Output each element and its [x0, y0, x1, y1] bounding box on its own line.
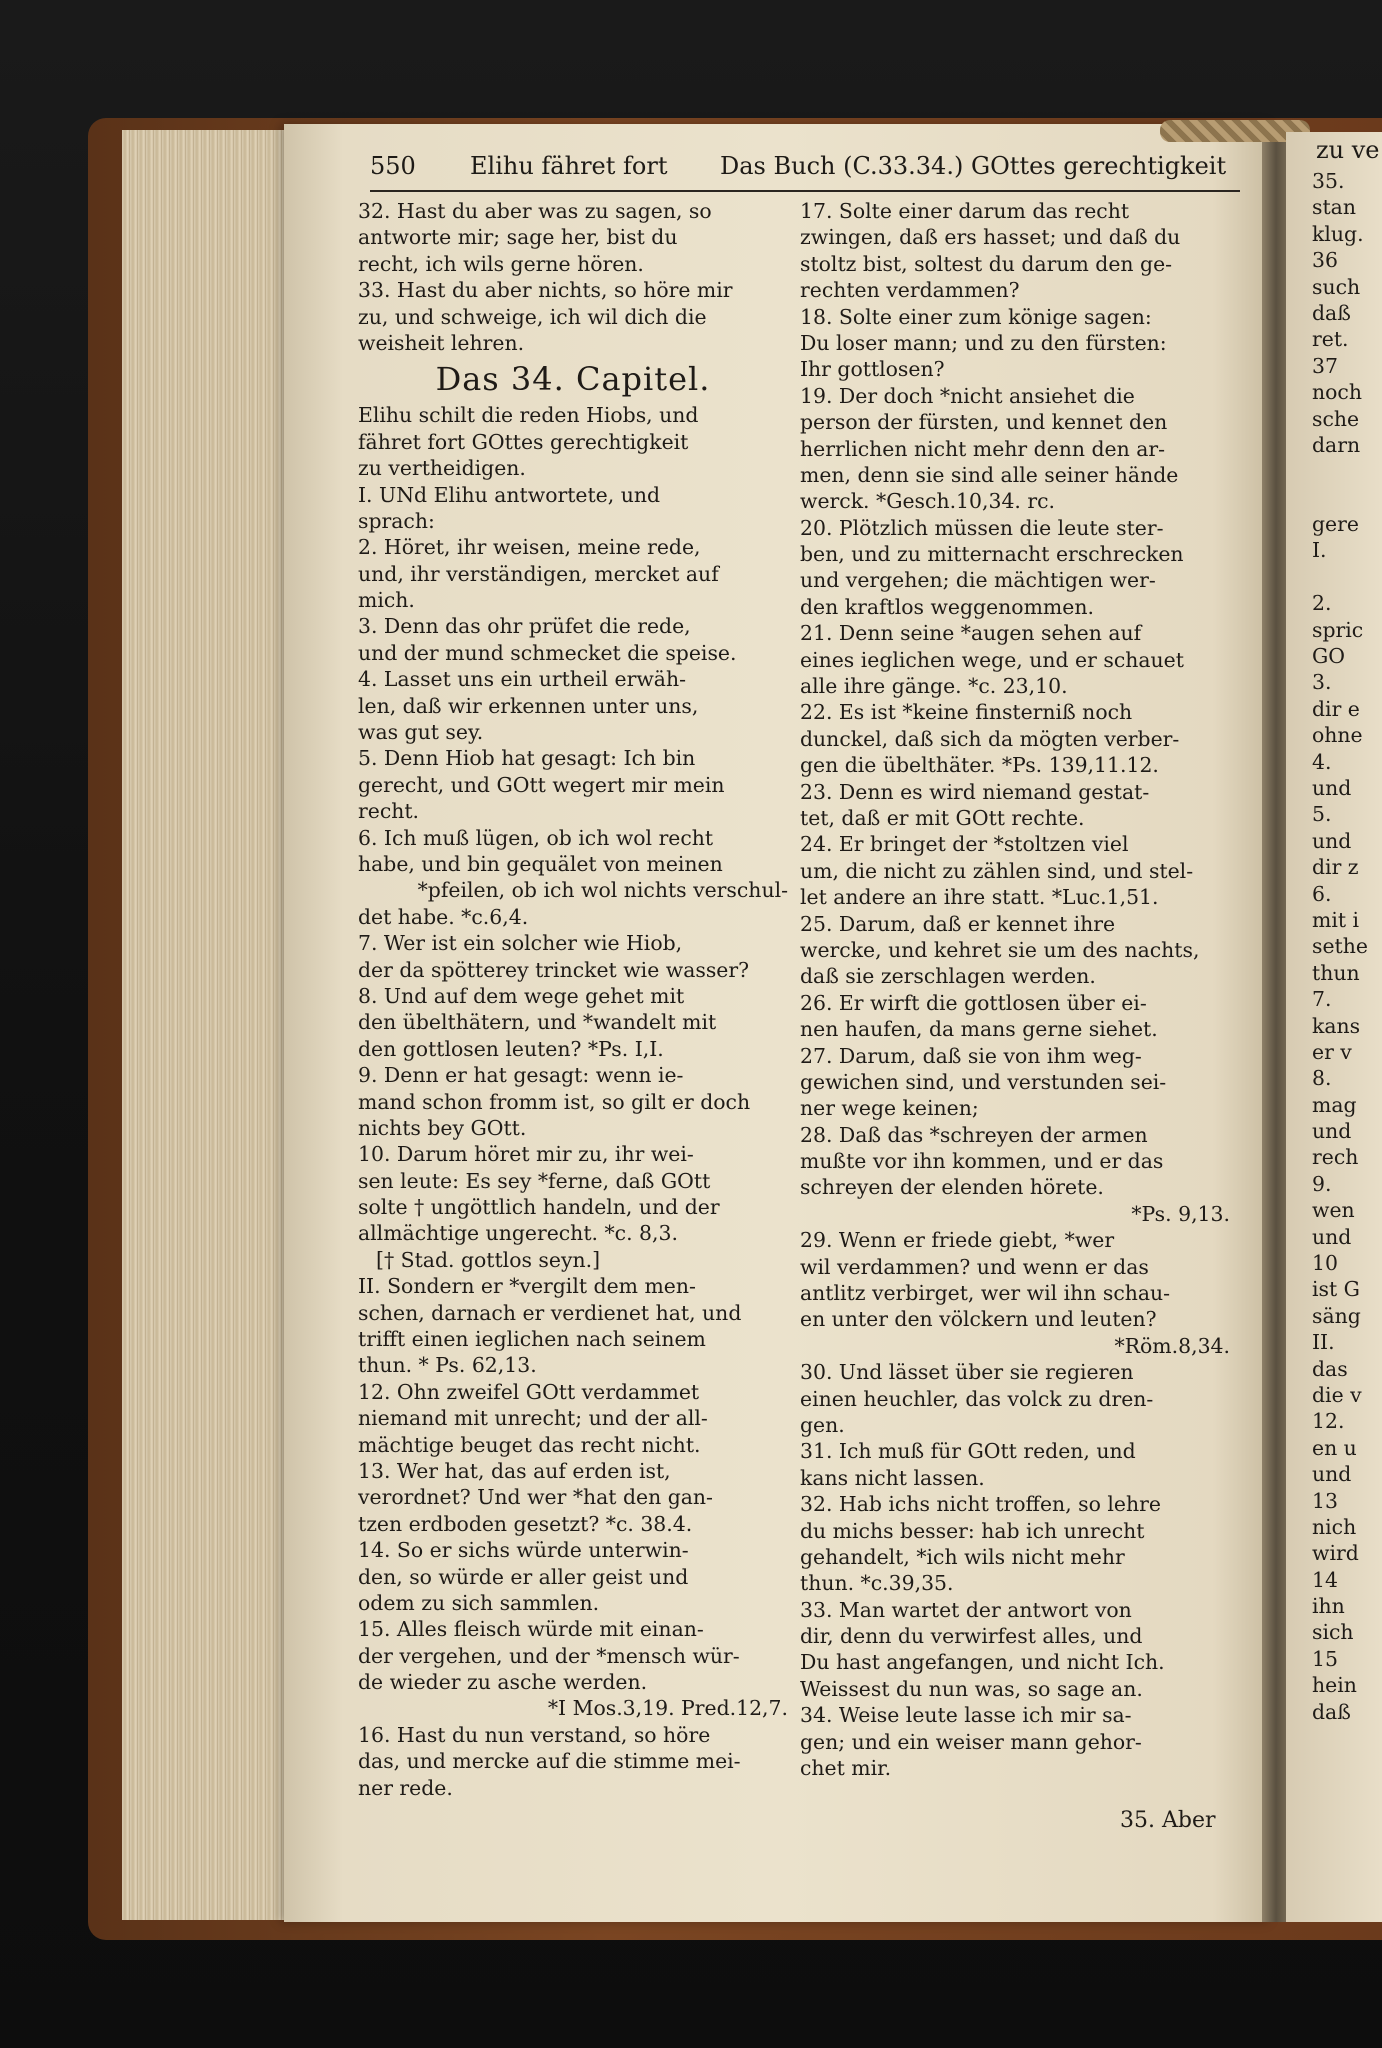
text-line: recht.	[358, 799, 420, 824]
next-page-line	[1286, 564, 1382, 590]
text-line: eines ieglichen wege, und er schauet	[800, 647, 1184, 672]
text-line: verordnet? Und wer *hat den gan-	[358, 1485, 713, 1510]
catchword: 35. Aber	[1120, 1808, 1216, 1833]
text-line: einen heuchler, das volck zu dren-	[800, 1386, 1154, 1411]
next-page-line: wird	[1312, 1541, 1359, 1566]
text-line: gen; und ein weiser mann gehor-	[800, 1729, 1142, 1754]
text-line: let andere an ihre statt. *Luc.1,51.	[800, 885, 1159, 910]
text-line: 21. Denn seine *augen sehen auf	[800, 621, 1142, 646]
text-line: tzen erdboden gesetzt? *c. 38.4.	[358, 1511, 693, 1536]
next-page-line: 37	[1312, 353, 1338, 378]
text-line: 3. Denn das ohr prüfet die rede,	[358, 614, 691, 639]
next-page-line: 8.	[1312, 1066, 1332, 1091]
text-line: 32. Hab ichs nicht troffen, so lehre	[800, 1492, 1161, 1517]
right-running-title: Das Buch (C.33.34.) GOttes gerechtigkeit	[720, 152, 1227, 180]
text-line: alle ihre gänge. *c. 23,10.	[800, 674, 1068, 699]
text-line: der da spötterey trincket wie wasser?	[358, 957, 750, 982]
text-line: 18. Solte einer zum könige sagen:	[800, 304, 1152, 329]
text-line: daß sie zerschlagen werden.	[800, 964, 1096, 989]
text-line: person der fürsten, und kennet den	[800, 410, 1168, 435]
text-line: fähret fort GOttes gerechtigkeit	[358, 429, 689, 454]
text-line: II. Sondern er *vergilt dem men-	[358, 1274, 696, 1299]
next-page-line: gere	[1312, 512, 1359, 537]
text-line: du michs besser: hab ich unrecht	[800, 1518, 1145, 1543]
text-line: mächtige beuget das recht nicht.	[358, 1432, 701, 1457]
text-line: allmächtige ungerecht. *c. 8,3.	[358, 1221, 678, 1246]
text-line: den kraftlos weggenommen.	[800, 594, 1094, 619]
text-line: 13. Wer hat, das auf erden ist,	[358, 1458, 671, 1483]
text-line: gewichen sind, und verstunden sei-	[800, 1069, 1167, 1094]
text-line: 30. Und lässet über sie regieren	[800, 1360, 1134, 1385]
next-page-line: 14	[1312, 1567, 1338, 1592]
text-line: 27. Darum, daß sie von ihm weg-	[800, 1043, 1142, 1068]
text-line: den, so würde er aller geist und	[358, 1564, 689, 1589]
text-line: mand schon fromm ist, so gilt er doch	[358, 1089, 751, 1114]
text-line: 17. Solte einer darum das recht	[800, 199, 1130, 223]
next-page-line: rech	[1312, 1145, 1359, 1170]
text-line: rechten verdammen?	[800, 278, 1020, 303]
text-line: schen, darnach er verdienet hat, und	[358, 1300, 742, 1325]
next-page-line: sche	[1312, 406, 1360, 431]
text-line: thun. *c.39,35.	[800, 1571, 954, 1596]
next-page-line: spric	[1312, 617, 1364, 642]
next-page-line: 10	[1312, 1251, 1338, 1276]
text-line: gen die übelthäter. *Ps. 139,11.12.	[800, 753, 1159, 778]
text-line: recht, ich wils gerne hören.	[358, 251, 644, 276]
next-page-line: sethe	[1312, 934, 1368, 959]
text-line: das, und mercke auf die stimme mei-	[358, 1749, 741, 1774]
text-line: sen leute: Es sey *ferne, daß GOtt	[358, 1168, 711, 1193]
next-page-line: hein	[1312, 1673, 1357, 1698]
text-line: Weissest du nun was, so sage an.	[800, 1676, 1143, 1701]
text-line: schreyen der elenden hörete.	[800, 1175, 1104, 1200]
text-line: 14. So er sichs würde unterwin-	[358, 1538, 689, 1563]
running-header	[370, 152, 1240, 188]
next-page-line: stan	[1312, 195, 1356, 220]
next-page-line: ret.	[1312, 327, 1349, 352]
next-page-line: 3.	[1312, 670, 1332, 695]
text-line: *pfeilen, ob ich wol nichts verschul-	[417, 878, 788, 903]
text-line: *Röm.8,34.	[1114, 1333, 1230, 1358]
next-page-line: wen	[1312, 1198, 1355, 1223]
next-page-line: 15	[1312, 1646, 1338, 1671]
text-line: 19. Der doch *nicht ansiehet die	[800, 383, 1135, 408]
next-page-line: säng	[1312, 1303, 1361, 1328]
next-page-line: er v	[1312, 1039, 1352, 1064]
text-line: 29. Wenn er friede giebt, *wer	[800, 1228, 1115, 1253]
header-rule	[370, 190, 1240, 192]
text-line: *I Mos.3,19. Pred.12,7.	[547, 1696, 788, 1721]
text-line: und der mund schmecket die speise.	[358, 640, 737, 665]
chapter-title: Das 34. Capitel.	[435, 360, 711, 399]
text-line: habe, und bin gequälet von meinen	[358, 851, 723, 876]
text-line: niemand mit unrecht; und der all-	[358, 1406, 708, 1431]
next-page-line: 9.	[1312, 1171, 1332, 1196]
text-line: 15. Alles fleisch würde mit einan-	[358, 1617, 704, 1642]
text-line: 12. Ohn zweifel GOtt verdammet	[358, 1379, 700, 1404]
next-page-line: daß	[1312, 300, 1351, 325]
text-line: chet mir.	[800, 1756, 892, 1781]
text-line: ner rede.	[358, 1775, 453, 1800]
text-line: der vergehen, und der *mensch wür-	[358, 1643, 740, 1668]
text-line: solte † ungöttlich handeln, und der	[358, 1195, 720, 1220]
page-number: 550	[370, 152, 416, 180]
next-page-line	[1286, 458, 1382, 484]
left-text-column	[358, 198, 788, 1801]
text-line: zwingen, daß ers hasset; und daß du	[800, 225, 1181, 250]
text-line: tet, daß er mit GOtt rechte.	[800, 805, 1085, 830]
text-line: thun. * Ps. 62,13.	[358, 1353, 537, 1378]
text-line: det habe. *c.6,4.	[358, 904, 529, 929]
next-page-line: noch	[1312, 380, 1362, 405]
text-line: 34. Weise leute lasse ich mir sa-	[800, 1703, 1132, 1728]
text-line: 2. Höret, ihr weisen, meine rede,	[358, 535, 701, 560]
text-line: 16. Hast du nun verstand, so höre	[358, 1722, 711, 1747]
next-page-line: 13	[1312, 1488, 1338, 1513]
next-page-line: mag	[1312, 1092, 1357, 1117]
text-line: was gut sey.	[358, 720, 484, 745]
text-line: Du hast angefangen, und nicht Ich.	[800, 1650, 1165, 1675]
next-page-line: GO	[1312, 644, 1346, 669]
next-page-line: 4.	[1312, 749, 1332, 774]
text-line: 33. Man wartet der antwort von	[800, 1597, 1132, 1622]
next-page-line: en u	[1312, 1435, 1357, 1460]
text-line: dir, denn du verwirfest alles, und	[800, 1624, 1143, 1649]
text-line: und vergehen; die mächtigen wer-	[800, 568, 1156, 593]
text-line: 23. Denn es wird niemand gestat-	[800, 779, 1150, 804]
next-page-line: daß	[1312, 1699, 1351, 1724]
text-line: weisheit lehren.	[358, 330, 525, 355]
text-line: de wieder zu asche werden.	[358, 1670, 648, 1695]
next-page-line: dir e	[1312, 696, 1360, 721]
text-line: 24. Er bringet der *stoltzen viel	[800, 832, 1129, 857]
text-line: Ihr gottlosen?	[800, 357, 945, 382]
text-line: len, daß wir erkennen unter uns,	[358, 693, 699, 718]
next-page-line: mit i	[1312, 907, 1360, 932]
next-page-line	[1286, 485, 1382, 511]
text-line: den übelthätern, und *wandelt mit	[358, 1010, 717, 1035]
text-line: mich.	[358, 588, 415, 613]
next-page-line: 2.	[1312, 591, 1332, 616]
text-line: sprach:	[358, 508, 435, 533]
next-page-line: dir z	[1312, 855, 1359, 880]
next-page-line: 36	[1312, 248, 1338, 273]
text-line: 4. Lasset uns ein urtheil erwäh-	[358, 667, 686, 692]
next-page-line: und	[1312, 775, 1352, 800]
page-edges	[122, 130, 292, 1920]
next-page-line: die v	[1312, 1382, 1362, 1407]
text-line: 32. Hast du aber was zu sagen, so	[358, 199, 712, 223]
next-page-line: und	[1312, 1119, 1352, 1144]
next-page-lines	[1286, 168, 1382, 1725]
text-line: 22. Es ist *keine finsterniß noch	[800, 700, 1133, 725]
next-page-line: nich	[1312, 1514, 1357, 1539]
next-page-line: ohne	[1312, 723, 1363, 748]
text-line: 9. Denn er hat gesagt: wenn ie-	[358, 1063, 684, 1088]
next-page-edge	[1286, 132, 1382, 1922]
next-page-header: zu ve	[1316, 136, 1380, 164]
text-line: kans nicht lassen.	[800, 1465, 985, 1490]
text-line: ner wege keinen;	[800, 1096, 979, 1121]
text-line: nen haufen, da mans gerne siehet.	[800, 1017, 1158, 1042]
text-line: den gottlosen leuten? *Ps. I,I.	[358, 1036, 664, 1061]
text-line: mußte vor ihn kommen, und er das	[800, 1149, 1164, 1174]
text-line: wercke, und kehret sie um des nachts,	[800, 937, 1200, 962]
next-page-line: und	[1312, 828, 1352, 853]
text-line: 31. Ich muß für GOtt reden, und	[800, 1439, 1136, 1464]
text-line: gerecht, und GOtt wegert mir mein	[358, 772, 725, 797]
next-page-line: thun	[1312, 960, 1360, 985]
text-line: en unter den völckern und leuten?	[800, 1307, 1157, 1332]
text-line: 10. Darum höret mir zu, ihr wei-	[358, 1142, 694, 1167]
left-running-title: Elihu fähret fort	[470, 152, 668, 180]
next-page-line: das	[1312, 1356, 1348, 1381]
text-line: odem zu sich sammlen.	[358, 1590, 600, 1615]
next-page-line: und	[1312, 1224, 1352, 1249]
right-text-column	[800, 198, 1230, 1781]
text-line: *Ps. 9,13.	[1131, 1201, 1230, 1226]
next-page-line: 35.	[1312, 169, 1345, 193]
text-line: 25. Darum, daß er kennet ihre	[800, 911, 1116, 936]
text-line: antworte mir; sage her, bist du	[358, 225, 678, 250]
text-line: men, denn sie sind alle seiner hände	[800, 462, 1179, 487]
text-line: 28. Daß das *schreyen der armen	[800, 1122, 1148, 1147]
text-line: um, die nicht zu zählen sind, und stel-	[800, 858, 1194, 883]
text-line: 20. Plötzlich müssen die leute ster-	[800, 515, 1164, 540]
next-page-line: darn	[1312, 432, 1361, 457]
text-line: herrlichen nicht mehr denn den ar-	[800, 436, 1166, 461]
next-page-line: klug.	[1312, 221, 1364, 246]
text-line: 26. Er wirft die gottlosen über ei-	[800, 990, 1147, 1015]
text-line: nichts bey GOtt.	[358, 1115, 527, 1140]
next-page-line: 6.	[1312, 881, 1332, 906]
next-page-line: II.	[1312, 1330, 1335, 1355]
next-page-line: sich	[1312, 1620, 1354, 1645]
text-line: gen.	[800, 1412, 845, 1437]
text-line: 5. Denn Hiob hat gesagt: Ich bin	[358, 746, 696, 771]
text-line: antlitz verbirget, wer wil ihn schau-	[800, 1281, 1171, 1306]
next-page-line: ist G	[1312, 1277, 1360, 1302]
next-page-line: 5.	[1312, 802, 1332, 827]
text-line: dunckel, daß sich da mögten verber-	[800, 726, 1180, 751]
text-line: 8. Und auf dem wege gehet mit	[358, 983, 685, 1008]
text-line: zu vertheidigen.	[358, 456, 526, 481]
text-line: 6. Ich muß lügen, ob ich wol recht	[358, 825, 714, 850]
next-page-line: I.	[1312, 538, 1327, 563]
text-line: 33. Hast du aber nichts, so höre mir	[358, 278, 733, 303]
next-page-line: ihn	[1312, 1594, 1345, 1619]
text-line: 7. Wer ist ein solcher wie Hiob,	[358, 931, 683, 956]
next-page-line: und	[1312, 1462, 1352, 1487]
text-line: ben, und zu mitternacht erschrecken	[800, 542, 1184, 567]
next-page-line: such	[1312, 274, 1361, 299]
text-line: trifft einen ieglichen nach seinem	[358, 1327, 706, 1352]
text-line: wil verdammen? und wenn er das	[800, 1254, 1149, 1279]
text-line: gehandelt, *ich wils nicht mehr	[800, 1544, 1125, 1569]
text-line: Elihu schilt die reden Hiobs, und	[358, 403, 699, 428]
text-line: und, ihr verständigen, mercket auf	[358, 561, 719, 586]
next-page-line: kans	[1312, 1013, 1361, 1038]
text-line: stoltz bist, soltest du darum den ge-	[800, 251, 1173, 276]
next-page-line: 7.	[1312, 987, 1332, 1012]
text-line: Du loser mann; und zu den fürsten:	[800, 330, 1167, 355]
text-line: werck. *Gesch.10,34. rc.	[800, 489, 1056, 514]
text-line: zu, und schweige, ich wil dich die	[358, 304, 707, 329]
next-page-line: 12.	[1312, 1409, 1345, 1434]
text-line: I. UNd Elihu antwortete, und	[358, 482, 661, 507]
text-line: [† Stad. gottlos seyn.]	[376, 1247, 601, 1272]
